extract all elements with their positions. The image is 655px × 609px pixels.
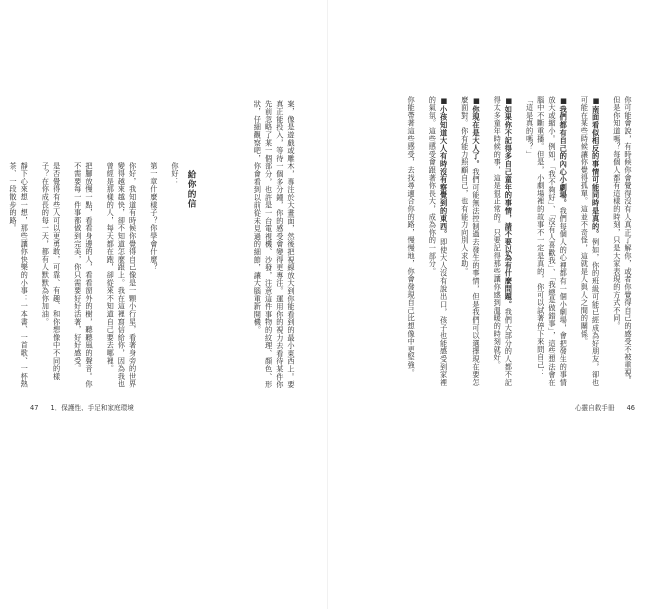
body-paragraph: ■小孩知道大人有時沒有察覺到的東西。即使大人沒有說出口，孩子也能感受到家裡的氣氛。這些感受會跟著你長大，成為你的一部分。 <box>428 96 449 387</box>
letter-paragraph: 把腳放慢一點，看看身邊的人，看看窗外的樹，聽聽風的聲音。你不需要每一件事都做到完美，你只需要好好活著，好好感受。 <box>73 162 94 389</box>
body-paragraph: ■如果你不記得多自己童年的事情，請不要以為有什麼問題。我們大部分的人都不記得太多童年時候的事，這是很正常的。只要記得那些讓你感到溫暖的時刻就好。 <box>493 96 514 387</box>
chapter-title: 1．保護性、手足和家庭環境 <box>50 404 134 412</box>
right-footer <box>575 402 635 412</box>
letter-greeting: 你好： <box>171 162 180 186</box>
book-title: 心靈自救手冊 <box>574 404 615 412</box>
body-paragraph: ■我們都有自己的內心小劇場。我們每個人的心裡都有一個小劇場，會把發生的事情放大或縮小。例如，「我不夠好」、「沒有人喜歡我」、「我總是做錯事」，這些想法會在腦中不斷重播。但是，小劇場裡的故事不一定是真的，你可以試著停下來問自己：「這是真的嗎？」 <box>525 96 569 387</box>
right-body-text <box>344 96 634 392</box>
body-paragraph: 你可能會說，有時候你會覺得沒有人真正了解你，或者你覺得自己的感受不被重視。但是你知道嗎？每個人都有這樣的時刻，只是大家表現的方式不同。 <box>612 96 633 385</box>
left-continuation-text: 案，像是遊戲或雕木，專注於大畫面，然後把視線放大到你能看到的最小東西上。要真正能投入，等待一個多分鐘，你的感受會變得更專注。運用你的視力去看待某件你先前忽略了某一個部分，也許是一台電視機、沙發，注意這件事物的紋理、顏色、形狀，仔細觀察吧，你會看到以前從未見過的細節，讓大腦重新開機。 <box>253 100 296 389</box>
body-paragraph: ■你現在是大人了。我們可能無法控制過去發生的事情，但是我們可以選擇現在要怎麼面對。你有能力照顧自己，也有能力向別人求助。 <box>460 96 481 387</box>
letter-title: 給你的信 <box>186 170 196 209</box>
letter-paragraph: 是否覺得有些人可以更勇敢，可靠、有趣、和你想像中不同的樣子？在你成長的每一天，都有人默默為你加油。 <box>41 162 62 381</box>
body-paragraph: 你能帶著這些感受，去找尋適合你的路，慢慢地，你會發現自己比想像中更堅強。 <box>407 96 417 377</box>
letter-body <box>8 162 181 392</box>
right-page <box>328 0 655 609</box>
letter-paragraph: 靜下心來想一想，那些讓你快樂的小事：一本書、一首歌、一杯熱茶、一段散步的路。 <box>8 162 30 389</box>
left-footer <box>30 402 134 412</box>
body-paragraph: ■南面看似相反的事情可能同時是真的。例如，你的班級可能已經成為好朋友，卻也可能在某些時候讓你覺得孤單。這並不奇怪，這就是人與人之間的關係。 <box>580 96 601 387</box>
page-number: 46 <box>626 404 635 412</box>
letter-paragraph: 第一章什麼樣子？你學會什麼？ <box>149 162 159 272</box>
left-page <box>0 0 327 609</box>
page-number: 47 <box>30 404 39 412</box>
letter-paragraph: 你好，我知道有時候你覺得自己像是一顆小行星，看著身旁的世界變得越來越快，卻不知道怎麼跟上。我在這裡寫信給你，因為我也曾經是那樣的人，每天都在跑，卻從來不知道自己要去哪裡。 <box>106 162 138 389</box>
